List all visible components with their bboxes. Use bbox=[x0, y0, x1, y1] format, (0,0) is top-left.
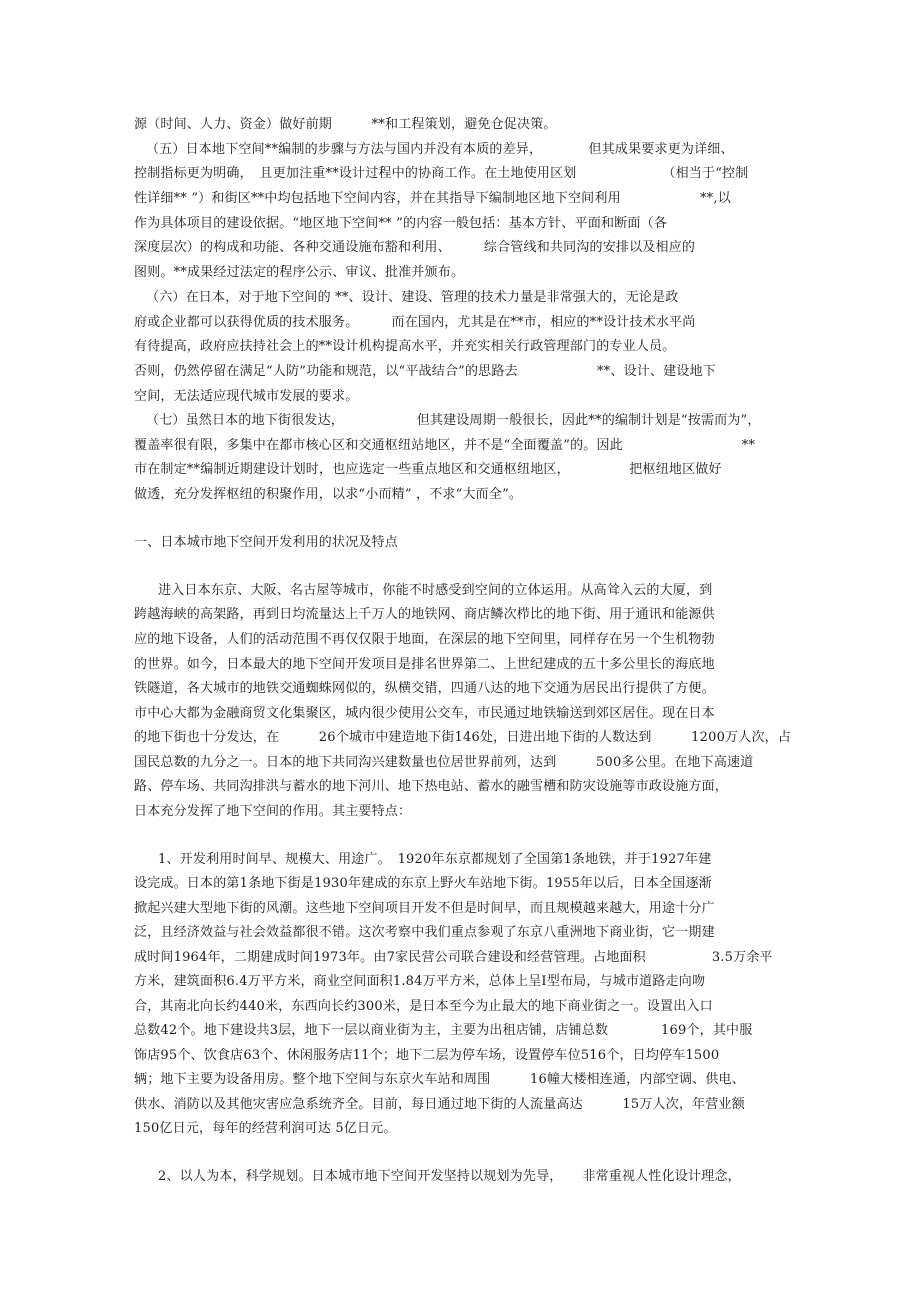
text-line: 150亿日元，每年的经营利润可达 5亿日元。 bbox=[134, 1121, 397, 1136]
text-line: 1、开发利用时间早、规模大、用途广。 1920年东京都规划了全国第1条地铁，并于1927年建 bbox=[158, 852, 712, 867]
text-line: 掀起兴建大型地下街的风潮。这些地下空间项目开发不但是时间早，而且规模越来越大，用途十分广 bbox=[134, 901, 715, 916]
text-line: 应的地下设备，人们的活动范围不再仅仅限于地面，在深层的地下空间里，同样存在另一个生机物勃 bbox=[134, 632, 715, 647]
text-line: 控制指标更为明确， 且更加注重**设计过程中的协商工作。在土地使用区划 （相当于“控制 bbox=[134, 166, 749, 181]
text-line: 跨越海峡的高架路，再到日均流量达上千万人的地铁网、商店鳞次栉比的地下街、用于通讯和能源供 bbox=[134, 607, 715, 622]
text-line: 作为具体项目的建设依据。“地区地下空间** ”的内容一般包括：基本方针、平面和断面（各 bbox=[134, 216, 668, 231]
text-line: 做透，充分发挥枢纽的积聚作用，以求“小而精” ，不求“大而全”。 bbox=[134, 487, 523, 502]
text-line: 铁隧道，各大城市的地铁交通蜘蛛网似的，纵横交错，四通八达的地下交通为居民出行提供了方便。 bbox=[134, 681, 715, 696]
text-line: 源（时间、人力、资金）做好前期 **和工程策划，避免仓促决策。 bbox=[134, 117, 557, 132]
text-line: 辆；地下主要为设备用房。整个地下空间与东京火车站和周围 16幢大楼相连通，内部空调、供电、 bbox=[134, 1072, 745, 1087]
text-line: 方米，建筑面积6.4万平方米，商业空间面积1.84万平方米，总体上呈I型布局，与城市道路走向吻 bbox=[134, 974, 706, 989]
text-line: 市中心大都为金融商贸文化集聚区，城内很少使用公交车，市民通过地铁输送到郊区居住。现在日本 bbox=[134, 706, 715, 721]
text-line: （六）在日本，对于地下空间的 **、设计、建设、管理的技术力量是非常强大的，无论是政 bbox=[146, 290, 679, 305]
text-line: （七）虽然日本的地下街很发达， 但其建设周期一般很长，因此**的编制计划是“按需而为”， bbox=[146, 413, 761, 428]
text-line: 有待提高，政府应扶持社会上的**设计机构提高水平，并充实相关行政管理部门的专业人员。 bbox=[134, 339, 676, 354]
text-line: 性详细** ”）和街区**中均包括地下空间内容，并在其指导下编制地区地下空间利用 **,以 bbox=[134, 191, 731, 206]
text-line: 府或企业都可以获得优质的技术服务。 而在国内，尤其是在**市，相应的**设计技术水平尚 bbox=[134, 315, 696, 330]
text-line: 的地下街也十分发达，在 26个城市中建造地下街146处，日进出地下街的人数达到 1200万人次，占 bbox=[134, 730, 792, 745]
text-line: 泛，且经济效益与社会效益都很不错。这次考察中我们重点参观了东京八重洲地下商业街，它一期建 bbox=[134, 925, 715, 940]
text-line: 图则。**成果经过法定的程序公示、审议、批准并颁布。 bbox=[134, 265, 465, 280]
text-line: 进入日本东京、大阪、名古屋等城市，你能不时感受到空间的立体运用。从高耸入云的大厦，到 bbox=[158, 583, 713, 598]
text-line: 总数42个。地下建设共3层，地下一层以商业街为主，主要为出租店铺，店铺总数 169个，其中服 bbox=[134, 1023, 753, 1038]
text-line: 设完成。日本的第1条地下街是1930年建成的东京上野火车站地下街。1955年以后，日本全国逐渐 bbox=[134, 876, 712, 891]
text-line: 国民总数的九分之一。日本的地下共同沟兴建数量也位居世界前列，达到 500多公里。在地下高速道 bbox=[134, 755, 754, 770]
text-line: 深度层次）的构成和功能、各种交通设施布豁和利用、 综合管线和共同沟的安排以及相应的 bbox=[134, 240, 696, 255]
text-line: 路、停车场、共同沟排洪与蓄水的地下河川、地下热电站、蓄水的融雪槽和防灾设施等市政设施方面， bbox=[134, 779, 729, 794]
text-line: 日本充分发挥了地下空间的作用。其主要特点： bbox=[134, 804, 412, 819]
text-line: 覆盖率很有限，多集中在都市核心区和交通枢纽站地区，并不是“全面覆盖”的。因此 ** bbox=[134, 438, 756, 453]
text-line: 2、以人为本，科学规划。日本城市地下空间开发坚持以规划为先导， 非常重视人性化设计理念， bbox=[158, 1169, 741, 1184]
text-line: 饰店95个、饮食店63个、休闲服务店11个；地下二层为停车场，设置停车位516个，日均停车1500 bbox=[134, 1048, 720, 1063]
text-line: 空间，无法适应现代城市发展的要求。 bbox=[134, 389, 359, 404]
text-line: （五）日本地下空间**编制的步骤与方法与国内并没有本质的差异， 但其成果要求更为详细、 bbox=[146, 142, 734, 157]
text-line: 合，其南北向长约440米，东西向长约300米，是日本至今为止最大的地下商业街之一。设置出入口 bbox=[134, 999, 713, 1014]
text-line: 市在制定**编制近期建设计划时，也应选定一些重点地区和交通枢纽地区， 把枢纽地区做好 bbox=[134, 462, 722, 477]
text-line: 否则，仍然停留在满足“人防”功能和规范，以“平战结合”的思路去 **、设计、建设地下 bbox=[134, 364, 716, 379]
section-heading: 一、日本城市地下空间开发利用的状况及特点 bbox=[134, 535, 399, 550]
text-line: 的世界。如今，日本最大的地下空间开发项目是排名世界第二、上世纪建成的五十多公里长的海底地 bbox=[134, 657, 715, 672]
text-line: 供水、消防以及其他灾害应急系统齐全。目前，每日通过地下街的人流量高达 15万人次，年营业额 bbox=[134, 1097, 745, 1112]
text-line: 成时间1964年，二期建成时间1973年。由7家民营公司联合建设和经营管理。占地面积 3.5万余平 bbox=[134, 950, 773, 965]
